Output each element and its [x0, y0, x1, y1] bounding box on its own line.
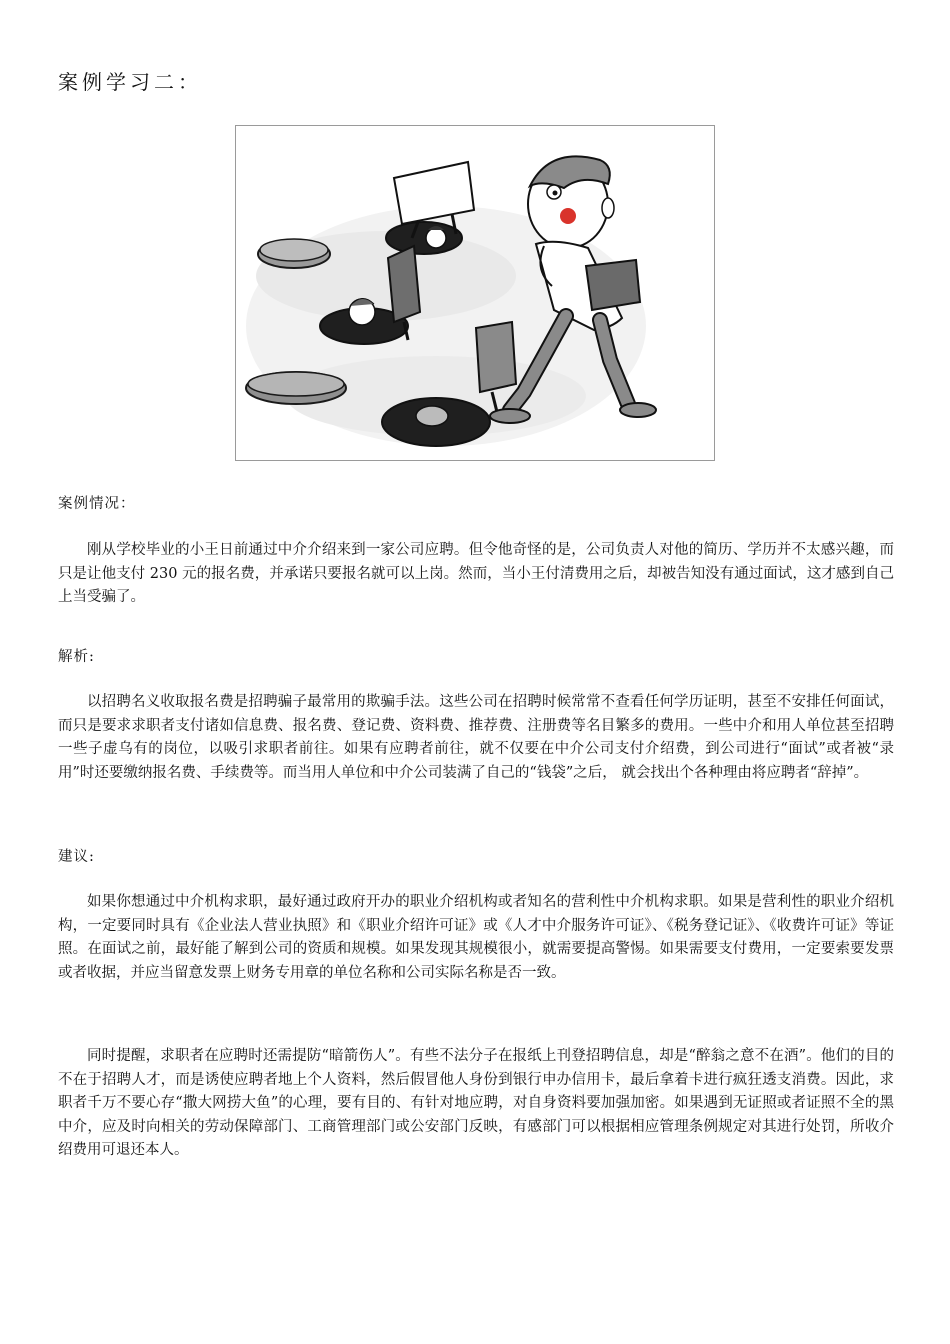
- cartoon-illustration: [235, 125, 715, 461]
- manhole-lid-icon: [258, 239, 330, 268]
- paragraph-advice-2: 同时提醒，求职者在应聘时还需提防“暗箭伤人”。有些不法分子在报纸上刊登招聘信息，却是“醉翁之意不在酒”。他们的目的不在于招聘人才，而是诱使应聘者地上个人资料，然后假冒他人身份到银行申办信用卡，最后拿着卡进行疯狂透支消费。因此，求职者千万不要心存“撒大网捞大鱼”的心理，要有目的、有针对地应聘，对自身资料要加强加密。如果遇到无证照或者证照不全的黑中介，应及时向相关的劳动保障部门、工商管理部门或公安部门反映，有感部门可以根据相应管理条例规定对其进行处罚，所收介绍费用可退还本人。: [58, 1048, 894, 1159]
- section-heading-advice: 建议:: [58, 849, 95, 865]
- hole-top-icon: [386, 162, 474, 254]
- paragraph-case: 刚从学校毕业的小王日前通过中介介绍来到一家公司应聘。但令他奇怪的是，公司负责人对他的简历、学历并不太感兴趣，而只是让他支付 230 元的报名费，并承诺只要报名就可以上岗。然而，当小王付清费用之后，却被告知没有通过面试，这才感到自己上当受骗了。: [58, 542, 894, 606]
- paragraph-advice-1: 如果你想通过中介机构求职，最好通过政府开办的职业介绍机构或者知名的营利性中介机构求职。如果是营利性的职业介绍机构，一定要同时具有《企业法人营业执照》和《职业介绍许可证》或《人才中介服务许可证》、《税务登记证》、《收费许可证》等证照。在面试之前，最好能了解到公司的资质和规模。如果发现其规模很小，就需要提高警惕。如果需要支付费用，一定要索要发票或者收据，并应当留意发票上财务专用章的单位名称和公司实际名称是否一致。: [58, 894, 894, 981]
- section-heading-case: 案例情况：: [58, 496, 136, 512]
- manhole-lid-bottom-icon: [246, 372, 346, 404]
- page-title: 案例学习二：: [58, 70, 202, 94]
- cartoon-illustration-icon: [236, 126, 715, 461]
- paragraph-analysis: 以招聘名义收取报名费是招聘骗子最常用的欺骗手法。这些公司在招聘时候常常不查看任何学历证明，甚至不安排任何面试，而只是要求求职者支付诸如信息费、报名费、登记费、资料费、推荐费、注册费等名目繁多的费用。一些中介和用人单位甚至招聘一些子虚乌有的岗位，以吸引求职者前往。如果有应聘者前往，就不仅要在中介公司支付介绍费，到公司进行“面试”或者被“录用”时还要缴纳报名费、手续费等。而当用人单位和中介公司装满了自己的“钱袋”之后， 就会找出个各种理由将应聘者“辞掉”。: [58, 694, 894, 781]
- section-heading-analysis: 解析:: [58, 649, 95, 665]
